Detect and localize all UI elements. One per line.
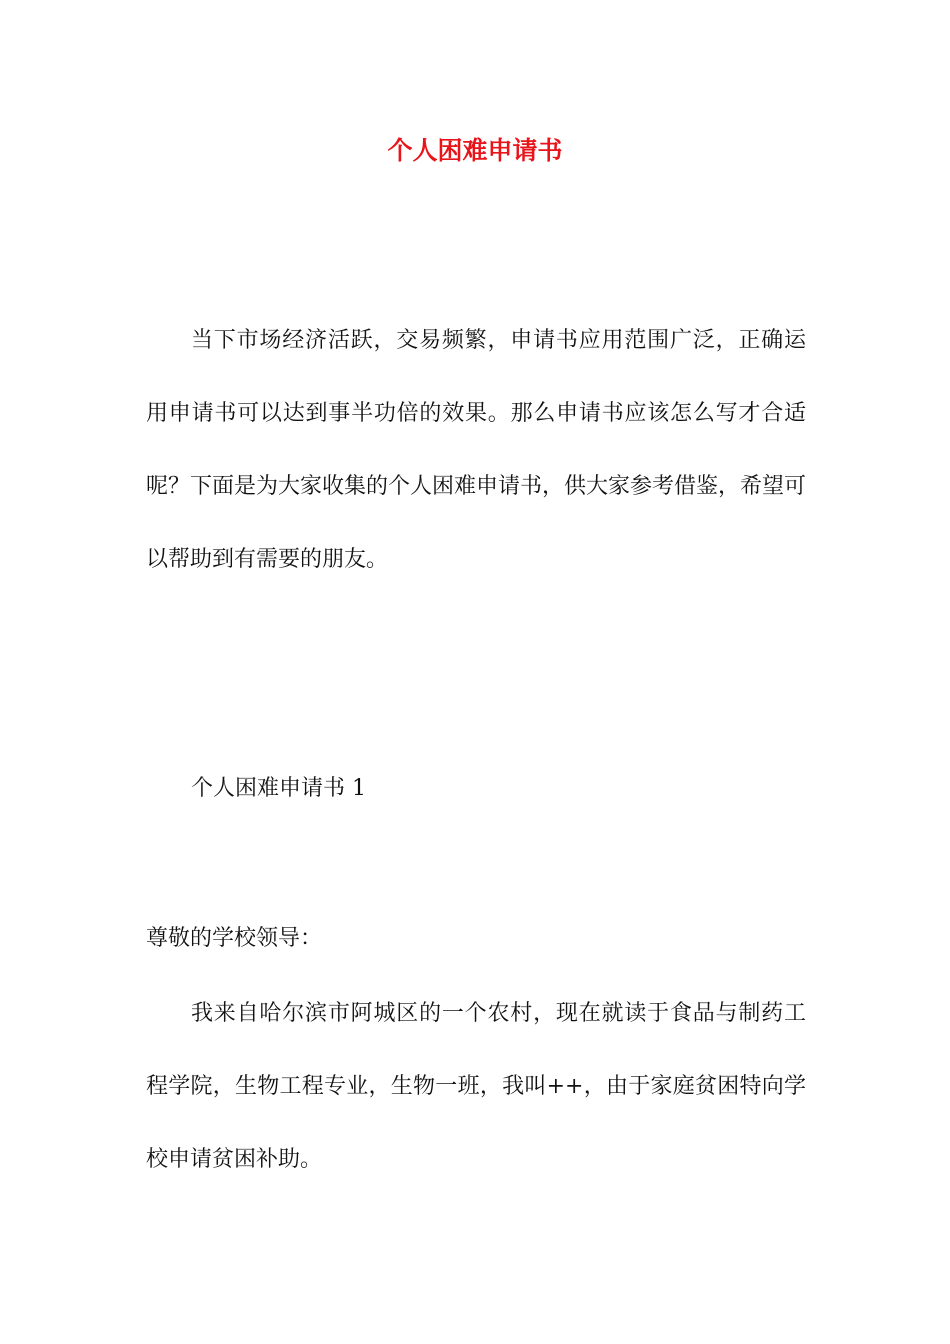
salutation: 尊敬的学校领导： (146, 926, 323, 951)
document-title: 个人困难申请书 (387, 136, 563, 165)
intro-paragraph: 当下市场经济活跃，交易频繁，申请书应用范围广泛，正确运用申请书可以达到事半功倍的效果。那么申请书应该怎么写才合适呢？下面是为大家收集的个人困难申请书，供大家参考借鉴，希望可以帮助到有需要的朋友。 (146, 328, 807, 572)
section-heading: 个人困难申请书 1 (191, 776, 366, 801)
body-paragraph: 我来自哈尔滨市阿城区的一个农村，现在就读于食品与制药工程学院，生物工程专业，生物一班，我叫++，由于家庭贫困特向学校申请贫困补助。 (146, 1001, 806, 1172)
